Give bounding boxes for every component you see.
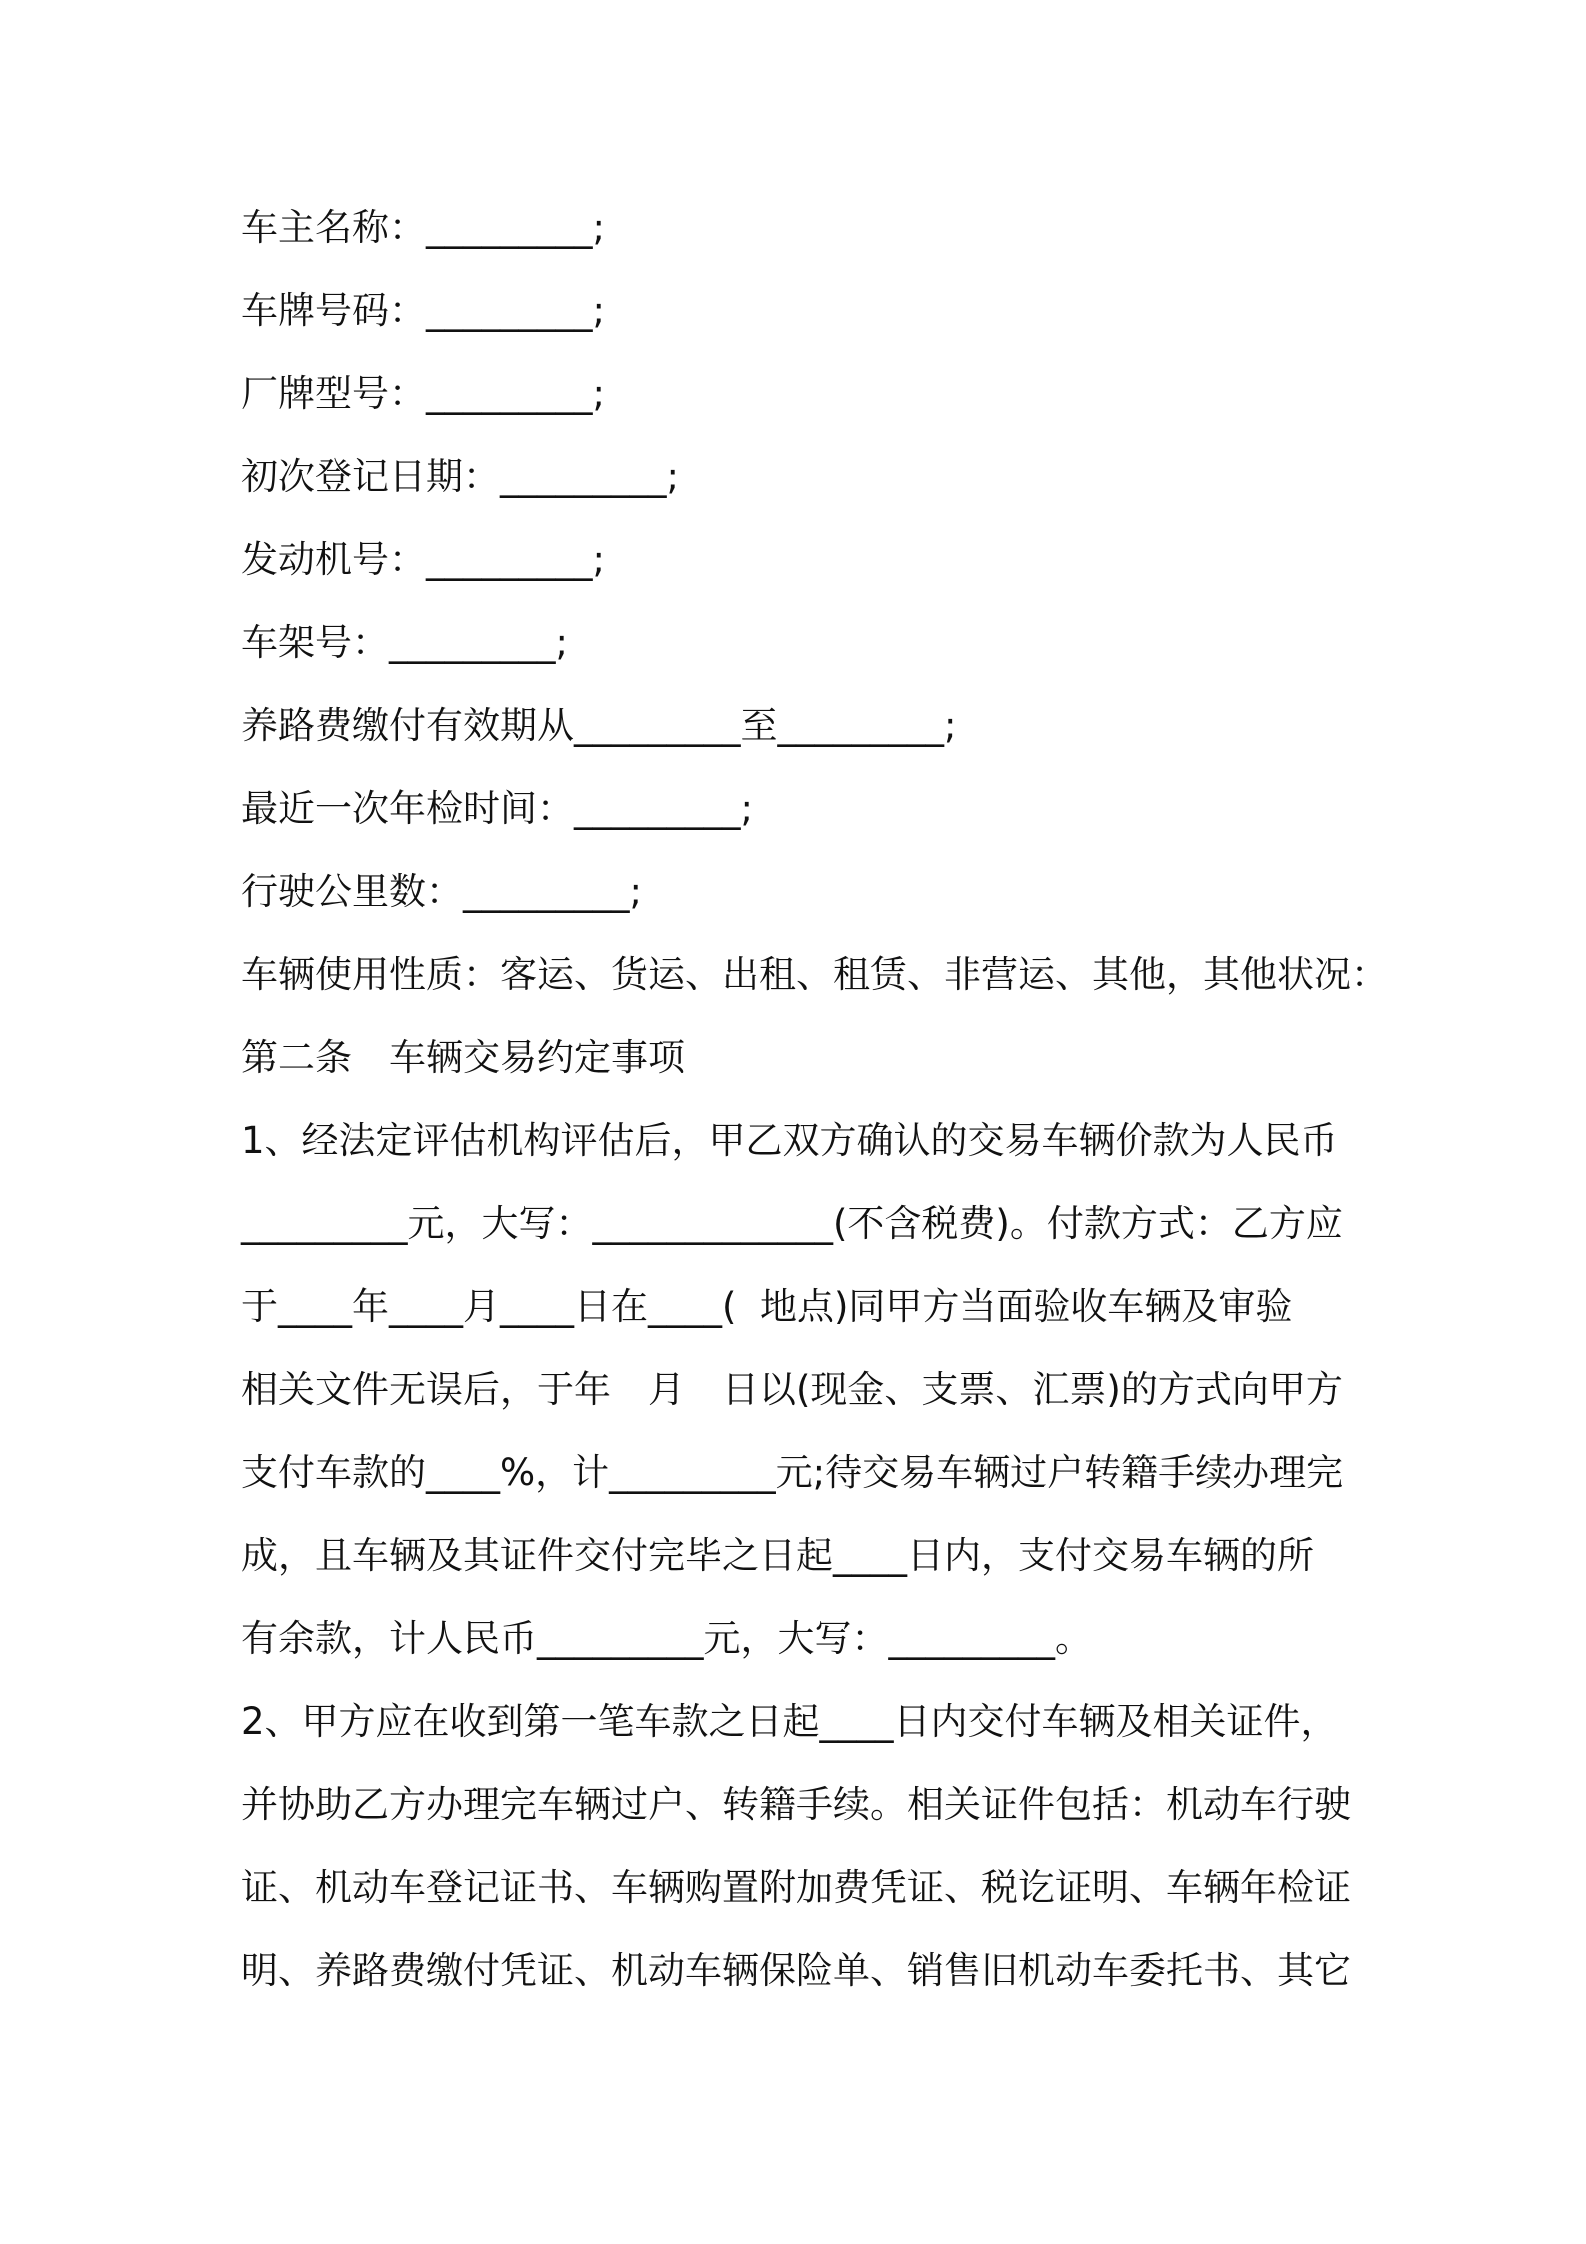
- last-inspection-line: 最近一次年检时间：_________;: [241, 787, 753, 830]
- frame-number-line: 车架号：_________;: [241, 621, 568, 664]
- usage-nature-line: 车辆使用性质：客运、货运、出租、租赁、非营运、其他，其他状况：: [241, 953, 1388, 996]
- mileage-line: 行驶公里数：_________;: [241, 870, 642, 913]
- owner-name-line: 车主名称：_________;: [241, 206, 605, 249]
- clause-2-line: 证、机动车登记证书、车辆购置附加费凭证、税讫证明、车辆年检证: [241, 1866, 1351, 1909]
- road-fee-validity-line: 养路费缴付有效期从_________至_________;: [241, 704, 957, 747]
- clause-1-line: 相关文件无误后，于年 月 日以(现金、支票、汇票)的方式向甲方: [241, 1368, 1343, 1411]
- clause-1-line: 有余款，计人民币_________元，大写：_________。: [241, 1617, 1092, 1660]
- clause-1-line: 1、经法定评估机构评估后，甲乙双方确认的交易车辆价款为人民币: [241, 1119, 1338, 1162]
- brand-model-line: 厂牌型号：_________;: [241, 372, 605, 415]
- clause-2-line: 2、甲方应在收到第一笔车款之日起____日内交付车辆及相关证件，: [241, 1700, 1338, 1743]
- clause-2-line: 并协助乙方办理完车辆过户、转籍手续。相关证件包括：机动车行驶: [241, 1783, 1351, 1826]
- article-2-heading: 第二条 车辆交易约定事项: [241, 1036, 685, 1079]
- clause-1-line: _________元，大写：_____________(不含税费)。付款方式：乙方应: [241, 1202, 1343, 1245]
- first-registration-date-line: 初次登记日期：_________;: [241, 455, 679, 498]
- clause-1-line: 成，且车辆及其证件交付完毕之日起____日内，支付交易车辆的所: [241, 1534, 1314, 1577]
- clause-1-line: 于____年____月____日在____( 地点)同甲方当面验收车辆及审验: [241, 1285, 1293, 1328]
- clause-1-line: 支付车款的____%，计_________元;待交易车辆过户转籍手续办理完: [241, 1451, 1344, 1494]
- plate-number-line: 车牌号码：_________;: [241, 289, 605, 332]
- clause-2-line: 明、养路费缴付凭证、机动车辆保险单、销售旧机动车委托书、其它: [241, 1949, 1351, 1992]
- engine-number-line: 发动机号：_________;: [241, 538, 605, 581]
